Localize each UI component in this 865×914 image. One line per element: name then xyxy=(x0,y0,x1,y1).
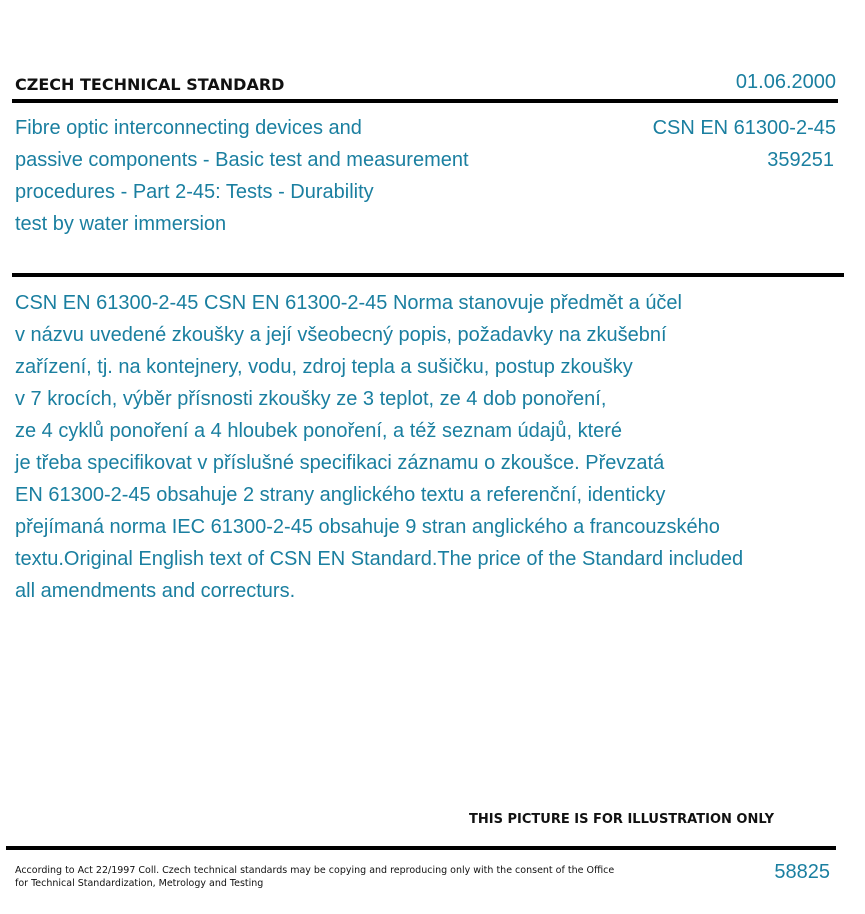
standard-title-line: test by water immersion xyxy=(15,213,227,235)
standard-title-line: passive components - Basic test and measurement xyxy=(15,149,469,171)
publication-date: 01.06.2000 xyxy=(735,71,836,93)
standard-description xyxy=(15,287,845,607)
description-line: CSN EN 61300-2-45 CSN EN 61300-2-45 Norma stanovuje předmět a účel xyxy=(15,292,683,314)
standard-number: CSN EN 61300-2-45 xyxy=(652,117,836,139)
legal-notice xyxy=(15,864,614,890)
description-line: ze 4 cyklů ponoření a 4 hloubek ponoření, a též seznam údajů, které xyxy=(15,420,623,442)
description-line: v 7 krocích, výběr přísnosti zkoušky ze 3 teplot, ze 4 dob ponoření, xyxy=(15,388,607,410)
legal-notice-line: for Technical Standardization, Metrology and Testing xyxy=(15,878,264,889)
standard-classification-code: 359251 xyxy=(767,149,834,171)
standard-type-heading: CZECH TECHNICAL STANDARD xyxy=(15,75,285,94)
standard-title-line: procedures - Part 2-45: Tests - Durability xyxy=(15,181,374,203)
description-line: v názvu uvedené zkoušky a její všeobecný popis, požadavky na zkušební xyxy=(15,324,667,346)
description-line: textu.Original English text of CSN EN Standard.The price of the Standard included xyxy=(15,548,744,570)
illustration-notice: THIS PICTURE IS FOR ILLUSTRATION ONLY xyxy=(469,812,774,827)
description-line: zařízení, tj. na kontejnery, vodu, zdroj tepla a sušičku, postup zkoušky xyxy=(15,356,633,378)
footer-divider xyxy=(6,846,836,850)
document-id: 58825 xyxy=(774,861,830,883)
standard-title xyxy=(15,112,575,240)
legal-notice-line: According to Act 22/1997 Coll. Czech technical standards may be copying and reproducing only with the consent of the Office xyxy=(15,865,615,876)
title-divider xyxy=(12,273,844,277)
description-line: EN 61300-2-45 obsahuje 2 strany anglického textu a referenční, identicky xyxy=(15,484,666,506)
standard-title-line: Fibre optic interconnecting devices and xyxy=(15,117,362,139)
description-line: all amendments and correcturs. xyxy=(15,580,296,602)
description-line: přejímaná norma IEC 61300-2-45 obsahuje 9 stran anglického a francouzského xyxy=(15,516,720,538)
description-line: je třeba specifikovat v příslušné specifikaci záznamu o zkoušce. Převzatá xyxy=(15,452,665,474)
header-divider xyxy=(12,99,838,103)
